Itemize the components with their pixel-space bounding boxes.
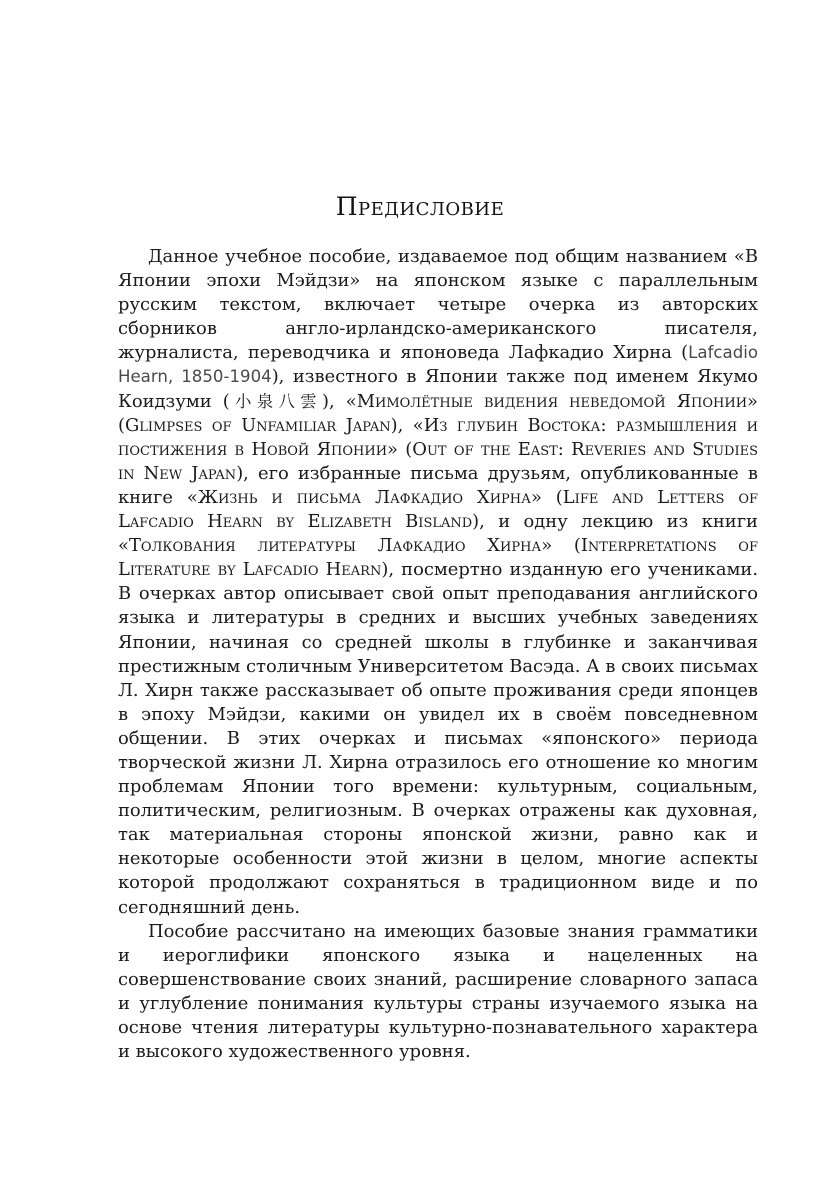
- author-japanese-name: 小泉八雲: [229, 391, 323, 411]
- p1-text-8: » (: [530, 486, 563, 508]
- p1-text-7: ), его избранные письма друзьям, опубликованные в книге «: [118, 462, 758, 508]
- p1-text-6: » (: [387, 438, 413, 460]
- book-title-1-ru: Мимолётные видения неведомой Японии: [356, 390, 748, 412]
- paragraph-1: [118, 245, 758, 920]
- p1-text-10: » (: [541, 535, 581, 557]
- p1-text-9: ), и одну лекцию из книги «: [118, 511, 758, 557]
- book-title-4-ru: Толкования литературы Лафкадио Хирна: [128, 535, 542, 557]
- page-title: Предисловие: [335, 192, 505, 221]
- p1-text-5: ), «: [390, 414, 424, 436]
- p1-text-3: ), «: [322, 390, 357, 412]
- book-title-1-en: Glimpses of Unfamiliar Japan: [124, 414, 391, 436]
- p1-text-1: Данное учебное пособие, издаваемое под общим названием «В Японии эпохи Мэйдзи» на японском языке с параллельным русским текстом, включает четыре очерка из авторских сборников англо-ирландско-американского писателя, журналиста, переводчика и японоведа Лафкадио Хирна (: [118, 246, 758, 364]
- author-latin-name: Lafcadio Hearn, 1850-1904: [118, 343, 758, 387]
- preface-body: [118, 245, 758, 1064]
- p1-text-4: » (: [118, 390, 758, 436]
- book-title-2-ru: Из глубин Востока: размышления и постижения в Новой Японии: [118, 414, 758, 460]
- book-title-4-en: Interpretations of Literature by Lafcadio Hearn: [118, 535, 758, 581]
- p1-text-2: ), известного в Японии также под именем Якумо Коидзуми (: [118, 366, 759, 412]
- p1-text-11: ), посмертно изданную его учениками. В очерках автор описывает свой опыт преподавания английского языка и литературы в средних и высших учебных заведениях Японии, начиная со средней школы в глубинке и заканчивая престижным столичным Университетом Васэда. А в своих письмах Л. Хирн также рассказывает об опыте проживания среди японцев в эпоху Мэйдзи, какими он увидел их в своём повседневном общении. В этих очерках и письмах «японского» периода творческой жизни Л. Хирна отразилось его отношение ко многим проблемам Японии того времени: культурным, социальным, политическим, религиозным. В очерках отражены как духовная, так материальная стороны японской жизни, равно как и некоторые особенности этой жизни в целом, многие аспекты которой продолжают сохраняться в традиционном виде и по сегодняшний день.: [118, 559, 759, 918]
- paragraph-2: Пособие рассчитано на имеющих базовые знания грамматики и иероглифики японского языка и нацеленных на совершенствование своих знаний, расширение словарного запаса и углубление понимания культуры страны изучаемого языка на основе чтения литературы культурно-познавательного характера и высокого художественного уровня.: [118, 920, 758, 1063]
- book-title-2-en: Out of the East: Reveries and Studies in New Japan: [118, 438, 758, 484]
- book-title-3-en: Life and Letters of Lafcadio Hearn by Elizabeth Bisland: [118, 486, 759, 533]
- book-title-3-ru: Жизнь и письма Лафкадио Хирна: [197, 486, 531, 508]
